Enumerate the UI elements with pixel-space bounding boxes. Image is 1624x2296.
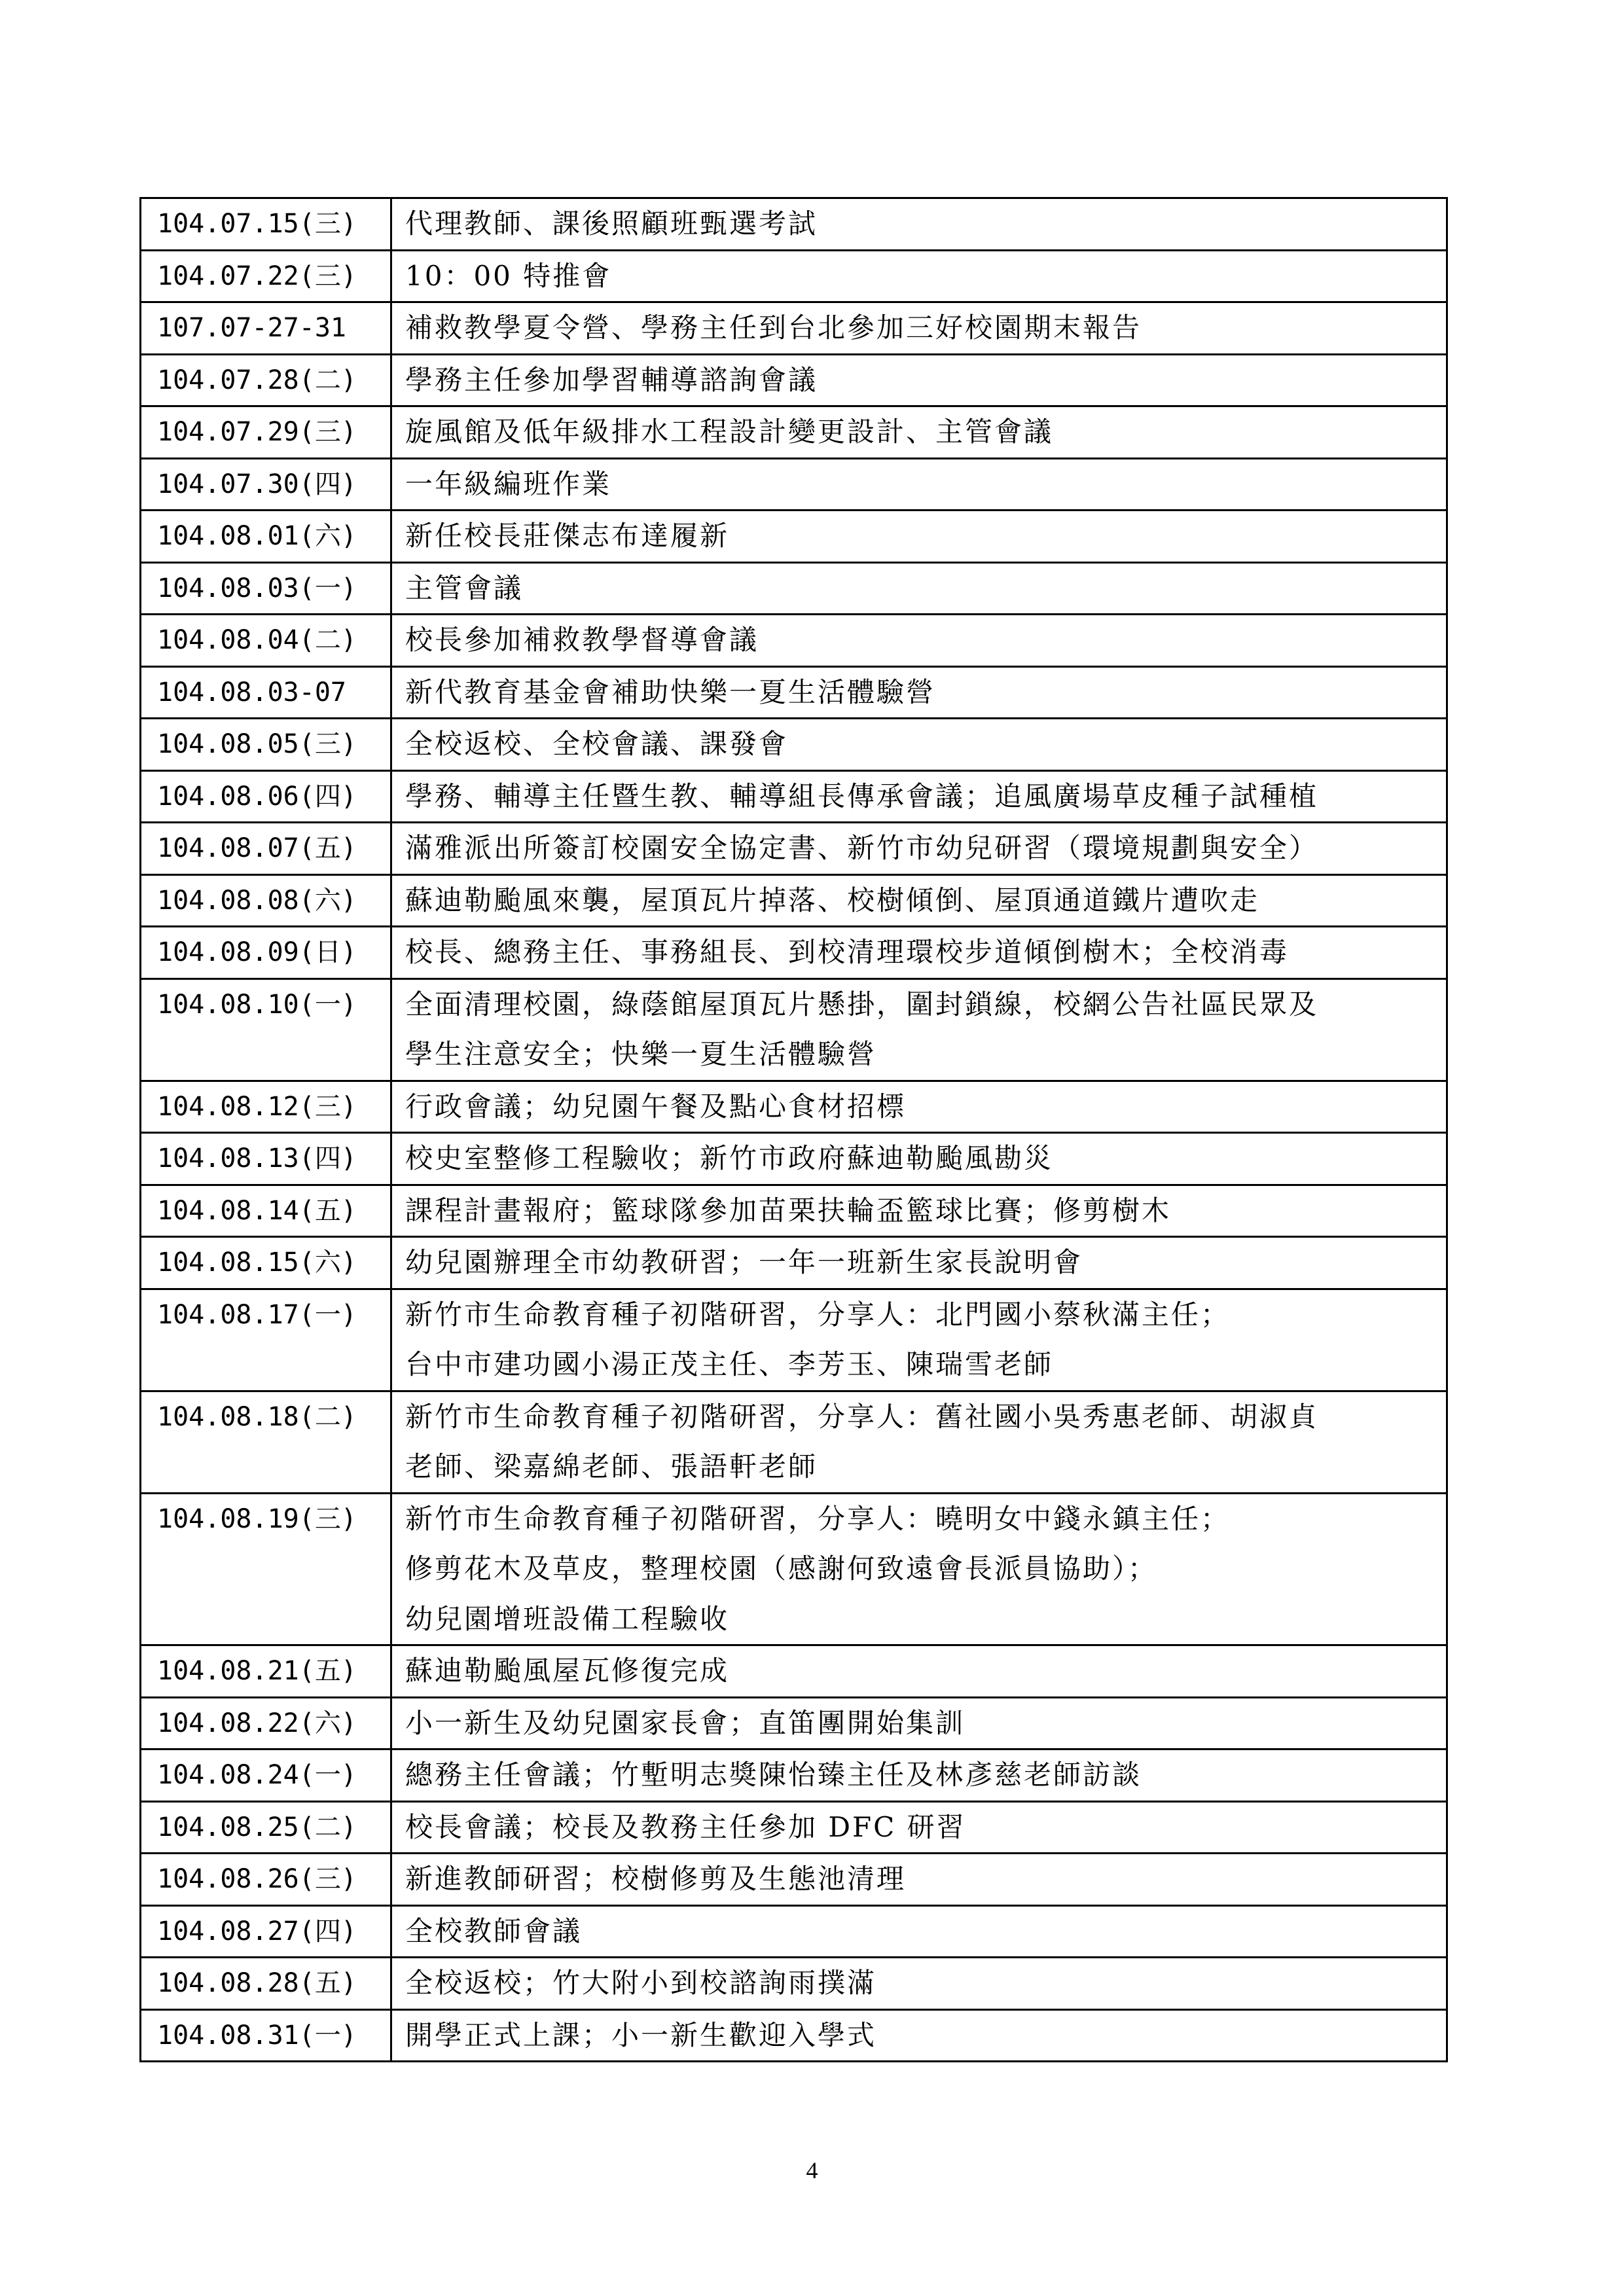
table-row xyxy=(141,302,1447,355)
description-line: 幼兒園增班設備工程驗收 xyxy=(405,1602,730,1635)
date-cell: 104.08.28(五) xyxy=(141,1958,391,2010)
date-cell: 104.07.29(三) xyxy=(141,406,391,459)
date-cell: 104.08.15(六) xyxy=(141,1237,391,1289)
description-cell xyxy=(391,1697,1447,1749)
table-row xyxy=(141,1237,1447,1289)
table-row xyxy=(141,1289,1447,1391)
description-cell xyxy=(391,1905,1447,1958)
description-cell xyxy=(391,823,1447,875)
table-row xyxy=(141,1133,1447,1185)
description-cell xyxy=(391,615,1447,667)
date-cell: 104.08.01(六) xyxy=(141,511,391,563)
table-row xyxy=(141,562,1447,615)
date-cell: 104.08.10(一) xyxy=(141,978,391,1081)
description-line: 主管會議 xyxy=(405,571,524,604)
date-cell: 104.08.27(四) xyxy=(141,1905,391,1958)
description-cell xyxy=(391,666,1447,719)
date-cell: 104.07.28(二) xyxy=(141,354,391,406)
description-cell xyxy=(391,1854,1447,1906)
table-row xyxy=(141,1645,1447,1698)
description-cell xyxy=(391,1645,1447,1698)
date-cell: 104.08.08(六) xyxy=(141,874,391,927)
description-cell xyxy=(391,1185,1447,1237)
description-line: 旋風館及低年級排水工程設計變更設計、主管會議 xyxy=(405,416,1054,448)
description-line: 總務主任會議；竹塹明志獎陳怡臻主任及林彥慈老師訪談 xyxy=(405,1759,1142,1791)
description-cell xyxy=(391,354,1447,406)
date-cell: 104.08.21(五) xyxy=(141,1645,391,1698)
description-line: 校長、總務主任、事務組長、到校清理環校步道傾倒樹木；全校消毒 xyxy=(405,936,1290,968)
description-cell xyxy=(391,1289,1447,1391)
date-cell: 104.08.12(三) xyxy=(141,1081,391,1133)
table-row xyxy=(141,770,1447,823)
description-line: 新竹市生命教育種子初階研習，分享人：舊社國小吳秀惠老師、胡淑貞 xyxy=(405,1400,1319,1433)
table-row xyxy=(141,1185,1447,1237)
date-cell: 107.07-27-31 xyxy=(141,302,391,355)
table-row xyxy=(141,354,1447,406)
table-row xyxy=(141,198,1447,251)
description-line: 台中市建功國小湯正茂主任、李芳玉、陳瑞雪老師 xyxy=(405,1348,1054,1380)
date-cell: 104.08.19(三) xyxy=(141,1493,391,1645)
date-cell: 104.08.04(二) xyxy=(141,615,391,667)
description-line: 幼兒園辦理全市幼教研習；一年一班新生家長說明會 xyxy=(405,1246,1083,1278)
events-table-body xyxy=(141,198,1447,2062)
table-row xyxy=(141,927,1447,979)
table-row xyxy=(141,823,1447,875)
description-line: 校史室整修工程驗收；新竹市政府蘇迪勒颱風勘災 xyxy=(405,1142,1054,1174)
table-row xyxy=(141,1697,1447,1749)
description-cell xyxy=(391,511,1447,563)
date-cell: 104.08.05(三) xyxy=(141,719,391,771)
description-cell xyxy=(391,1749,1447,1802)
description-cell xyxy=(391,1081,1447,1133)
date-cell: 104.08.25(二) xyxy=(141,1801,391,1854)
description-line: 課程計畫報府；籃球隊參加苗栗扶輪盃籃球比賽；修剪樹木 xyxy=(405,1194,1172,1227)
table-row xyxy=(141,511,1447,563)
description-cell xyxy=(391,1391,1447,1493)
table-row xyxy=(141,458,1447,511)
table-row xyxy=(141,1958,1447,2010)
description-cell xyxy=(391,874,1447,927)
date-cell: 104.07.30(四) xyxy=(141,458,391,511)
description-line: 新竹市生命教育種子初階研習，分享人：曉明女中錢永鎮主任； xyxy=(405,1502,1231,1535)
description-cell xyxy=(391,198,1447,251)
description-line: 補救教學夏令營、學務主任到台北參加三好校園期末報告 xyxy=(405,312,1142,344)
description-line: 老師、梁嘉綿老師、張語軒老師 xyxy=(405,1450,818,1482)
description-cell xyxy=(391,302,1447,355)
table-row xyxy=(141,1801,1447,1854)
date-cell: 104.08.13(四) xyxy=(141,1133,391,1185)
description-cell xyxy=(391,719,1447,771)
description-cell xyxy=(391,458,1447,511)
date-cell: 104.08.26(三) xyxy=(141,1854,391,1906)
description-line: 滿雅派出所簽訂校園安全協定書、新竹市幼兒研習（環境規劃與安全） xyxy=(405,832,1319,864)
description-cell xyxy=(391,250,1447,302)
table-row xyxy=(141,406,1447,459)
table-row xyxy=(141,250,1447,302)
description-line: 修剪花木及草皮，整理校園（感謝何致遠會長派員協助）； xyxy=(405,1552,1158,1585)
description-cell xyxy=(391,770,1447,823)
description-line: 全面清理校園，綠蔭館屋頂瓦片懸掛，圍封鎖線，校網公告社區民眾及 xyxy=(405,988,1319,1020)
table-row xyxy=(141,1854,1447,1906)
description-line: 全校返校、全校會議、課發會 xyxy=(405,728,789,760)
date-cell: 104.08.22(六) xyxy=(141,1697,391,1749)
description-cell xyxy=(391,406,1447,459)
date-cell: 104.08.24(一) xyxy=(141,1749,391,1802)
date-cell: 104.08.14(五) xyxy=(141,1185,391,1237)
date-cell: 104.08.18(二) xyxy=(141,1391,391,1493)
description-line: 新任校長莊傑志布達履新 xyxy=(405,520,730,552)
description-cell xyxy=(391,562,1447,615)
table-row xyxy=(141,2009,1447,2062)
description-cell xyxy=(391,1801,1447,1854)
table-row xyxy=(141,719,1447,771)
description-cell xyxy=(391,1237,1447,1289)
description-line: 代理教師、課後照顧班甄選考試 xyxy=(405,207,818,240)
table-row xyxy=(141,1905,1447,1958)
date-cell: 104.08.17(一) xyxy=(141,1289,391,1391)
date-cell: 104.08.06(四) xyxy=(141,770,391,823)
table-row xyxy=(141,978,1447,1081)
description-line: 學務主任參加學習輔導諮詢會議 xyxy=(405,363,818,396)
date-cell: 104.08.31(一) xyxy=(141,2009,391,2062)
date-cell: 104.08.07(五) xyxy=(141,823,391,875)
description-line: 校長參加補救教學督導會議 xyxy=(405,624,759,656)
description-line: 新進教師研習；校樹修剪及生態池清理 xyxy=(405,1863,907,1895)
table-row xyxy=(141,1081,1447,1133)
description-cell xyxy=(391,1133,1447,1185)
description-cell xyxy=(391,1493,1447,1645)
description-line: 蘇迪勒颱風屋瓦修復完成 xyxy=(405,1655,730,1687)
table-row xyxy=(141,874,1447,927)
description-cell xyxy=(391,2009,1447,2062)
description-line: 全校教師會議 xyxy=(405,1914,583,1947)
date-cell: 104.07.15(三) xyxy=(141,198,391,251)
date-cell: 104.08.03(一) xyxy=(141,562,391,615)
description-line: 小一新生及幼兒園家長會；直笛團開始集訓 xyxy=(405,1706,965,1739)
description-cell xyxy=(391,1958,1447,2010)
description-line: 一年級編班作業 xyxy=(405,467,612,500)
description-cell xyxy=(391,978,1447,1081)
date-cell: 104.07.22(三) xyxy=(141,250,391,302)
description-line: 校長會議；校長及教務主任參加 DFC 研習 xyxy=(405,1810,966,1843)
events-table xyxy=(139,197,1448,2062)
table-row xyxy=(141,1749,1447,1802)
description-line: 全校返校；竹大附小到校諮詢雨撲滿 xyxy=(405,1967,877,1999)
description-line: 開學正式上課；小一新生歡迎入學式 xyxy=(405,2018,877,2051)
description-line: 10：00 特推會 xyxy=(405,259,612,292)
page-number: 4 xyxy=(806,2157,818,2183)
description-line: 學生注意安全；快樂一夏生活體驗營 xyxy=(405,1038,877,1070)
table-row xyxy=(141,666,1447,719)
date-cell: 104.08.03-07 xyxy=(141,666,391,719)
description-line: 新代教育基金會補助快樂一夏生活體驗營 xyxy=(405,675,936,708)
table-row xyxy=(141,1391,1447,1493)
date-cell: 104.08.09(日) xyxy=(141,927,391,979)
table-row xyxy=(141,615,1447,667)
table-row xyxy=(141,1493,1447,1645)
description-line: 學務、輔導主任暨生教、輔導組長傳承會議；追風廣場草皮種子試種植 xyxy=(405,780,1319,812)
description-line: 新竹市生命教育種子初階研習，分享人：北門國小蔡秋滿主任； xyxy=(405,1298,1231,1331)
description-cell xyxy=(391,927,1447,979)
description-line: 行政會議；幼兒園午餐及點心食材招標 xyxy=(405,1090,907,1122)
description-line: 蘇迪勒颱風來襲，屋頂瓦片掉落、校樹傾倒、屋頂通道鐵片遭吹走 xyxy=(405,884,1260,916)
